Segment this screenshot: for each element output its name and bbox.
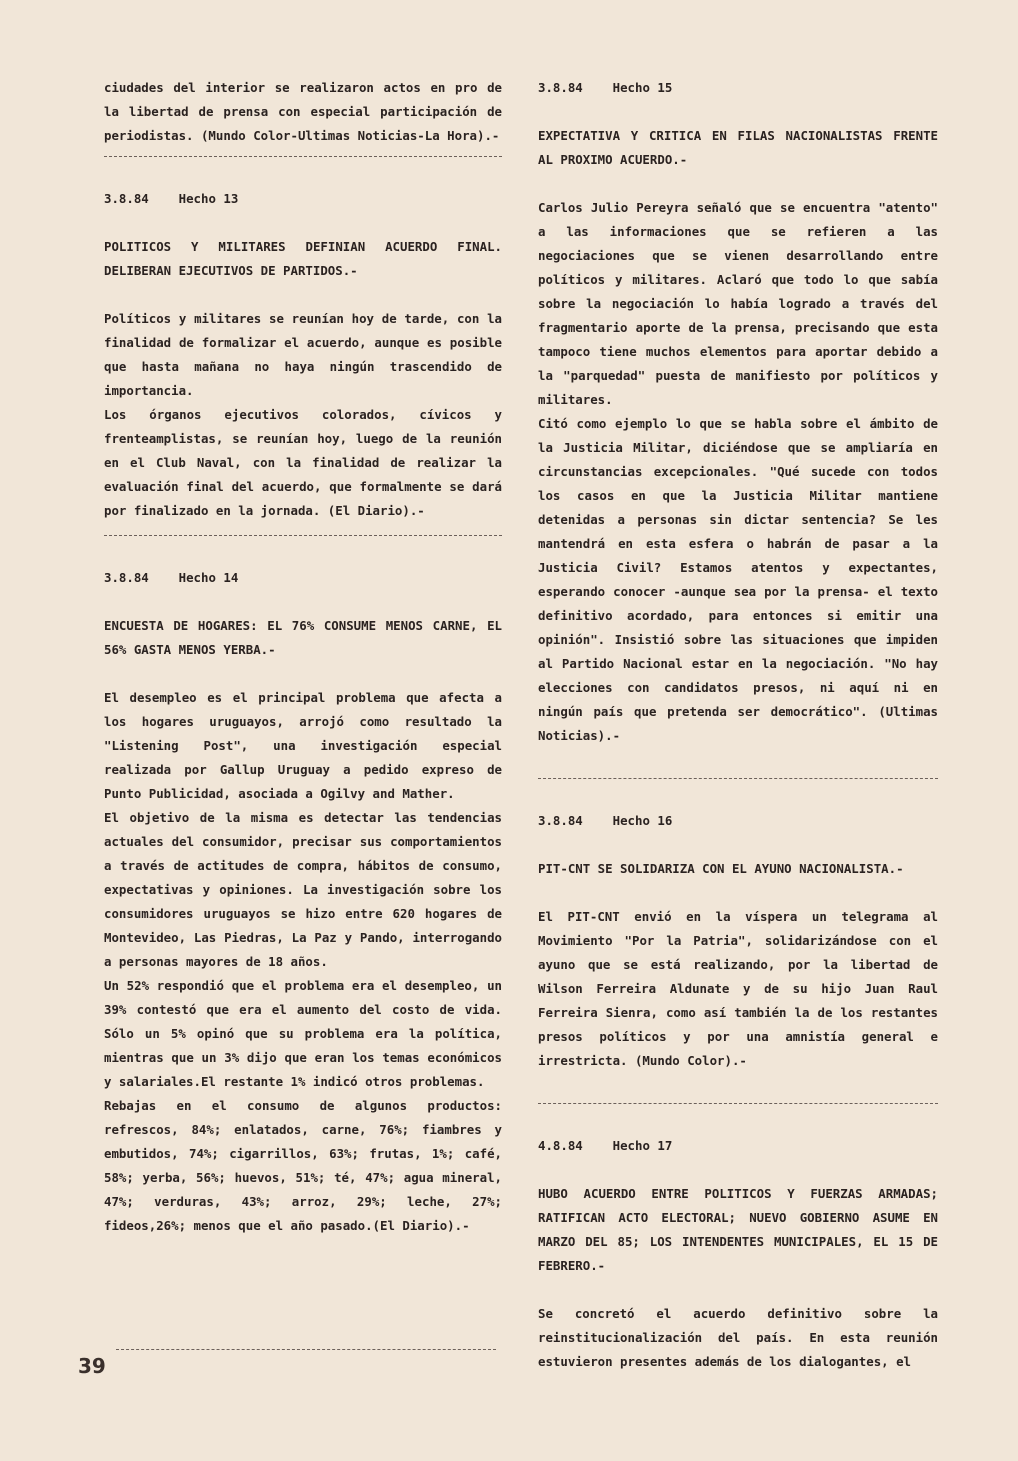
- item-13-meta: [104, 187, 502, 211]
- item-16-headline: PIT-CNT SE SOLIDARIZA CON EL AYUNO NACIONALISTA.-: [538, 861, 904, 876]
- item-14-paragraph-3: Un 52% respondió que el problema era el desempleo, un 39% contestó que era el aumento del costo de vida. Sólo un 5% opinó que su problema era la política, mientras que un 3% dijo que eran los temas económicos y salariales.El restante 1% indicó otros problemas.: [104, 978, 502, 1089]
- left-column: [104, 76, 502, 1238]
- item-14-date: 3.8.84: [104, 570, 149, 585]
- item-14-meta: [104, 566, 502, 590]
- separator: [116, 1349, 496, 1350]
- item-15-label: Hecho 15: [612, 80, 673, 95]
- item-16-meta: [538, 809, 938, 833]
- item-14-paragraph-4: Rebajas en el consumo de algunos productos: refrescos, 84%; enlatados, carne, 76%; fiambres y embutidos, 74%; cigarrillos, 63%; frutas, 1%; café, 58%; yerba, 56%; huevos, 51%; té, 47%; agua mineral, 47%; verduras, 43%; arroz, 29%; leche, 27%; fideos,26%; menos que el año pasado.(El Diario).-: [104, 1098, 502, 1233]
- item-14-paragraph-1: El desempleo es el principal problema que afecta a los hogares uruguayos, arrojó como resultado la "Listening Post", una investigación especial realizada por Gallup Uruguay a pedido expreso de Punto Publicidad, asociada a Ogilvy and Mather.: [104, 690, 502, 801]
- item-13-paragraph-2: Los órganos ejecutivos colorados, cívicos y frenteamplistas, se reunían hoy, luego de la reunión en el Club Naval, con la finalidad de realizar la evaluación final del acuerdo, que formalmente se dará por finalizado en la jornada. (El Diario).-: [104, 407, 502, 518]
- item-13-label: Hecho 13: [178, 191, 239, 206]
- item-15-headline: EXPECTATIVA Y CRITICA EN FILAS NACIONALISTAS FRENTE AL PROXIMO ACUERDO.-: [538, 128, 938, 167]
- item-15-meta: [538, 76, 938, 100]
- item-17-label: Hecho 17: [612, 1138, 673, 1153]
- page-number: 39: [78, 1354, 106, 1378]
- item-16-paragraph-1: El PIT-CNT envió en la víspera un telegrama al Movimiento "Por la Patria", solidarizándose con el ayuno que se está realizando, por la libertad de Wilson Ferreira Aldunate y de su hijo Juan Raul Ferreira Sienra, como así también la de los restantes presos políticos y por una amnistía general e irrestricta. (Mundo Color).-: [538, 909, 938, 1068]
- item-17-date: 4.8.84: [538, 1138, 583, 1153]
- item-15-date: 3.8.84: [538, 80, 583, 95]
- item-16-label: Hecho 16: [612, 813, 673, 828]
- item-16-date: 3.8.84: [538, 813, 583, 828]
- item-15-paragraph-1: Carlos Julio Pereyra señaló que se encuentra "atento" a las informaciones que se refieren a las negociaciones que se vienen desarrollando entre políticos y militares. Aclaró que todo lo que sabía sobre la negociación lo había logrado a través del fragmentario aporte de la prensa, precisando que esta tampoco tiene muchos elementos para aportar debido a la "parquedad" puesta de manifiesto por políticos y militares.: [538, 200, 938, 407]
- right-column: [538, 76, 938, 1374]
- item-15-paragraph-2: Citó como ejemplo lo que se habla sobre el ámbito de la Justicia Militar, diciéndose que se ampliaría en circunstancias excepcionales. "Qué sucede con todos los casos en que la Justicia Militar mantiene detenidas a personas sin dictar sentencia? Se les mantendrá en esta esfera o habrán de pasar a la Justicia Civil? Estamos atentos y expectantes, esperando conocer -aunque sea por la prensa- el texto definitivo acordado, para entonces si emitir una opinión". Insistió sobre las situaciones que impiden al Partido Nacional estar en la negociación. "No hay elecciones con candidatos presos, ni aquí ni en ningún país que pretenda ser democrático". (Ultimas Noticias).-: [538, 416, 938, 743]
- item-14-paragraph-2: El objetivo de la misma es detectar las tendencias actuales del consumidor, precisar sus comportamientos a través de actitudes de compra, hábitos de consumo, expectativas y opiniones. La investigación sobre los consumidores uruguayos se hizo entre 620 hogares de Montevideo, Las Piedras, La Paz y Pando, interrogando a personas mayores de 18 años.: [104, 810, 502, 969]
- item-14-headline: ENCUESTA DE HOGARES: EL 76% CONSUME MENOS CARNE, EL 56% GASTA MENOS YERBA.-: [104, 618, 502, 657]
- item-13-paragraph-1: Políticos y militares se reunían hoy de tarde, con la finalidad de formalizar el acuerdo, aunque es posible que hasta mañana no haya ningún trascendido de importancia.: [104, 311, 502, 398]
- item-17-meta: [538, 1134, 938, 1158]
- item-17-paragraph-1: Se concretó el acuerdo definitivo sobre la reinstitucionalización del país. En esta reunión estuvieron presentes además de los dialogantes, el: [538, 1306, 938, 1369]
- item-17-headline: HUBO ACUERDO ENTRE POLITICOS Y FUERZAS ARMADAS; RATIFICAN ACTO ELECTORAL; NUEVO GOBIERNO ASUME EN MARZO DEL 85; LOS INTENDENTES MUNICIPALES, EL 15 DE FEBRERO.-: [538, 1186, 938, 1273]
- item-13-date: 3.8.84: [104, 191, 149, 206]
- item-14-label: Hecho 14: [178, 570, 239, 585]
- item-13-headline: POLITICOS Y MILITARES DEFINIAN ACUERDO FINAL. DELIBERAN EJECUTIVOS DE PARTIDOS.-: [104, 239, 502, 278]
- intro-paragraph: ciudades del interior se realizaron actos en pro de la libertad de prensa con especial participación de periodistas. (Mundo Color-Ultimas Noticias-La Hora).-: [104, 80, 502, 143]
